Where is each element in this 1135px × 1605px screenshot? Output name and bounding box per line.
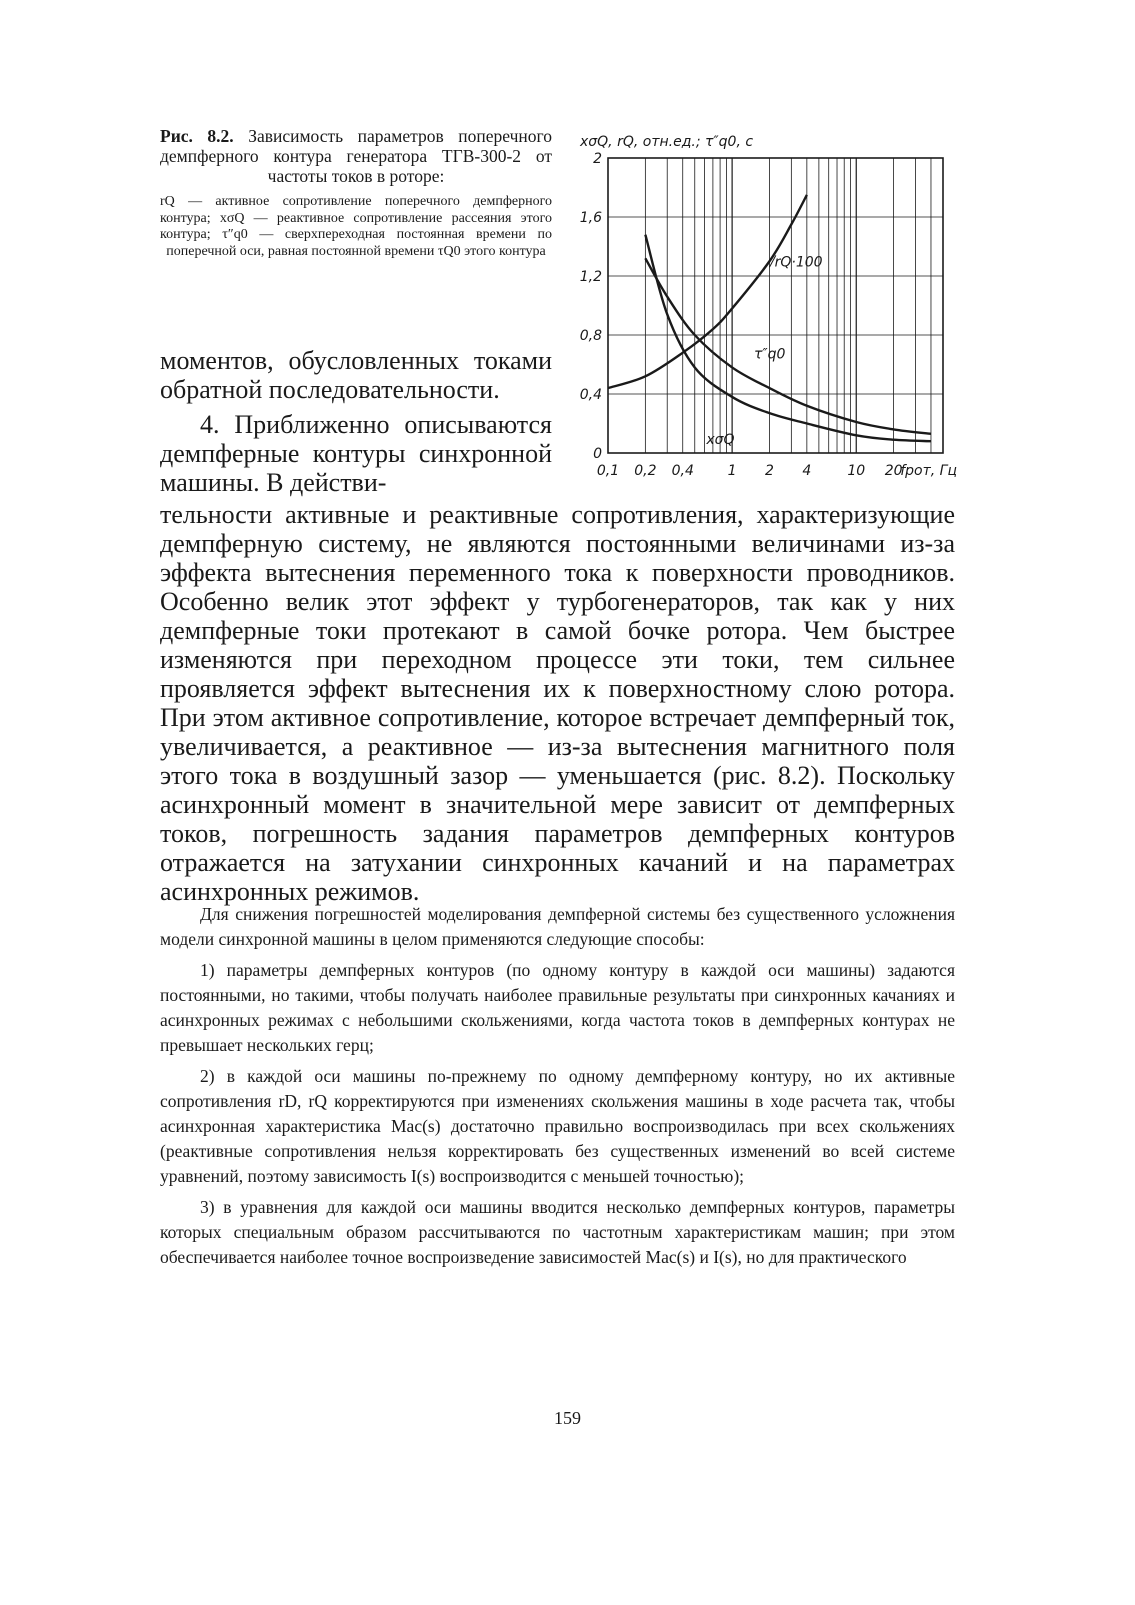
y-tick-label: 0 [593,446,602,462]
side-paragraph-2: 4. Приближенно описываются демпферные контуры синхронной машины. В действи- [160,410,552,497]
figure-caption [160,126,552,260]
figure-title-text: Зависимость параметров поперечного демпферного контура генератора ТГВ-300-2 от частоты токов в роторе: [160,126,552,186]
chart-svg [568,128,968,508]
small-text [160,902,955,1276]
x-tick-label: 0,4 [671,463,694,479]
curve-label-xsq: xσQ [706,432,735,449]
side-text [160,346,552,497]
y-tick-label: 0,4 [579,387,602,403]
small-paragraph-item-3: 3) в уравнения для каждой оси машины вводится несколько демпферных контуров, параметры которых специальным образом рассчитываются по частотным характеристикам машин; при этом обеспечивается наиболее точное воспроизведение зависимостей Mас(s) и I(s), но для практического [160,1197,955,1267]
curve-label-rq: rQ·100 [774,254,823,271]
x-tick-label: 0,1 [596,463,620,479]
x-tick-label: 4 [802,463,812,479]
figure-caption-title [160,126,552,186]
plot-frame [608,158,943,453]
figure-chart [568,128,968,508]
y-tick-label: 1,2 [579,269,602,285]
y-axis-label: xσQ, rQ, отн.ед.; τ″q0, с [580,134,754,150]
small-paragraph-intro: Для снижения погрешностей моделирования демпферной системы без существенного усложнения модели синхронной машины в целом применяются следующие способы: [160,904,955,949]
x-tick-label: 1 [727,463,737,479]
small-paragraph-item-2: 2) в каждой оси машины по-прежнему по одному демпферному контуру, но их активные сопротивления rD, rQ корректируются при изменениях скольжения машины в ходе расчета так, чтобы асинхронная характеристика Mас(s) достаточно правильно воспроизводилась при всех скольжениях (реактивные сопротивления нельзя корректировать без существенных изменений во всей системе уравнений, поэтому зависимость I(s) воспроизводится с меньшей точностью); [160,1066,955,1186]
x-tick-label: 20 [884,463,903,479]
y-tick-label: 1,6 [579,210,602,226]
y-tick-label: 0,8 [579,328,602,344]
y-tick-label: 2 [593,151,602,167]
page-number: 159 [554,1408,581,1428]
curve-tau [645,258,931,434]
x-tick-label: 2 [765,463,774,479]
x-axis-label: fрот, Гц [900,463,957,479]
figure-caption-description: rQ — активное сопротивление поперечного демпферного контура; xσQ — реактивное сопротивление рассеяния этого контура; τ″q0 — сверхпереходная постоянная времени по поперечной оси, равная постоянной времени τQ0 этого контура [160,194,552,259]
figure-label: Рис. 8.2. [160,126,234,146]
small-paragraph-item-1: 1) параметры демпферных контуров (по одному контуру в каждой оси машины) задаются постоянными, но такими, чтобы получать наиболее правильные результаты при синхронных качаниях и асинхронных режимах с небольшими скольжениями, когда частота токов в демпферных контурах не превышает нескольких герц; [160,960,955,1055]
side-paragraph-1: моментов, обусловленных токами обратной последовательности. [160,346,552,404]
x-tick-label: 0,2 [634,463,657,479]
x-tick-label: 10 [847,463,866,479]
main-paragraph: тельности активные и реактивные сопротивления, характеризующие демпферную систему, не являются постоянными величинами из-за эффекта вытеснения переменного тока к поверхности проводников. Особенно велик этот эффект у турбогенераторов, так как у них демпферные токи протекают в самой бочке ротора. Чем быстрее изменяются при переходном процессе эти токи, тем сильнее проявляется эффект вытеснения их к поверхностному слою ротора. При этом активное сопротивление, которое встречает демпферный ток, увеличивается, а реактивное — из-за вытеснения магнитного поля этого тока в воздушный зазор — уменьшается (рис. 8.2). Поскольку асинхронный момент в значительной мере зависит от демпферных токов, погрешность задания параметров демпферных контуров отражается на затухании синхронных качаний и на параметрах асинхронных режимов. [160,500,955,906]
curve-label-tau: τ″q0 [753,346,786,363]
